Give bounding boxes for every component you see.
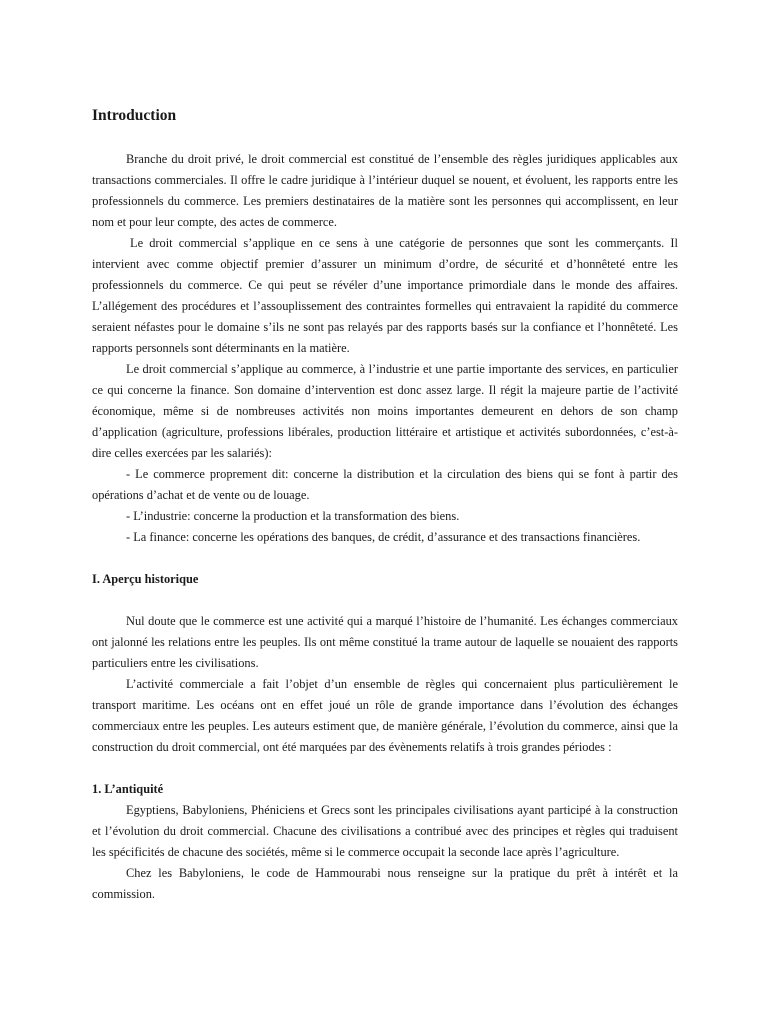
antiquity-paragraph-1: Egyptiens, Babyloniens, Phéniciens et Grecs sont les principales civilisations ayant participé à la construction et l’évolution du droit commercial. Chacune des civilisations a contribué avec des principes et règles qui traduisent les spécificités de chacune des sociétés, même si le commerce occupait la seconde lace après l’agriculture. [92, 803, 678, 859]
intro-paragraph-2: Le droit commercial s’applique en ce sens à une catégorie de personnes que sont les commerçants. Il intervient avec comme objectif premier d’assurer un minimum d’ordre, de sécurité et d’honnêteté entre les professionnels du commerce. Ce qui peut se révéler d’une importance primordiale dans le monde des affaires. L’allégement des procédures et l’assouplissement des contraintes formelles qui entravaient la rapidité du commerce seraient néfastes pour le domaine s’ils ne sont pas relayés par des rapports basés sur la confiance et l’honnêteté. Les rapports personnels sont déterminants en la matière. [92, 236, 678, 355]
subsection-heading-antiquite: 1. L’antiquité [92, 782, 164, 796]
intro-paragraph-1: Branche du droit privé, le droit commercial est constitué de l’ensemble des règles juridiques applicables aux transactions commerciales. Il offre le cadre juridique à l’intérieur duquel se nouent, et évoluent, les rapports entre les professionnels du commerce. Les premiers destinataires de la matière sont les personnes qui accomplissent, en leur nom et pour leur compte, des actes de commerce. [92, 152, 678, 229]
section-heading-apercu-historique: I. Aperçu historique [92, 572, 199, 586]
document-body [92, 104, 678, 905]
antiquity-paragraph-2: Chez les Babyloniens, le code de Hammourabi nous renseigne sur la pratique du prêt à intérêt et la commission. [92, 866, 678, 901]
introduction-heading: Introduction [92, 107, 177, 124]
intro-bullet-finance: - La finance: concerne les opérations des banques, de crédit, d’assurance et des transactions financières. [126, 530, 641, 544]
history-paragraph-1: Nul doute que le commerce est une activité qui a marqué l’histoire de l’humanité. Les échanges commerciaux ont jalonné les relations entre les peuples. Ils ont même constitué la trame autour de laquelle se nouaient des rapports particuliers entre les civilisations. [92, 614, 678, 670]
intro-bullet-commerce: - Le commerce proprement dit: concerne la distribution et la circulation des biens qui se font à partir des opérations d’achat et de vente ou de louage. [92, 467, 678, 502]
intro-paragraph-3: Le droit commercial s’applique au commerce, à l’industrie et une partie importante des services, en particulier ce qui concerne la finance. Son domaine d’intervention est donc assez large. Il régit la majeure partie de l’activité économique, même si de nombreuses activités non moins importantes demeurent en dehors de son champ d’application (agriculture, professions libérales, production littéraire et artistique et activités subordonnées, c’est-à-dire celles exercées par les salariés): [92, 362, 678, 460]
history-paragraph-2: L’activité commerciale a fait l’objet d’un ensemble de règles qui concernaient plus particulièrement le transport maritime. Les océans ont en effet joué un rôle de grande importance dans l’évolution des échanges commerciaux entre les peuples. Les auteurs estiment que, de manière générale, l’évolution du commerce, ainsi que la construction du droit commercial, ont été marquées par des évènements relatifs à trois grandes périodes : [92, 677, 678, 754]
intro-bullet-industrie: - L’industrie: concerne la production et la transformation des biens. [126, 509, 460, 523]
